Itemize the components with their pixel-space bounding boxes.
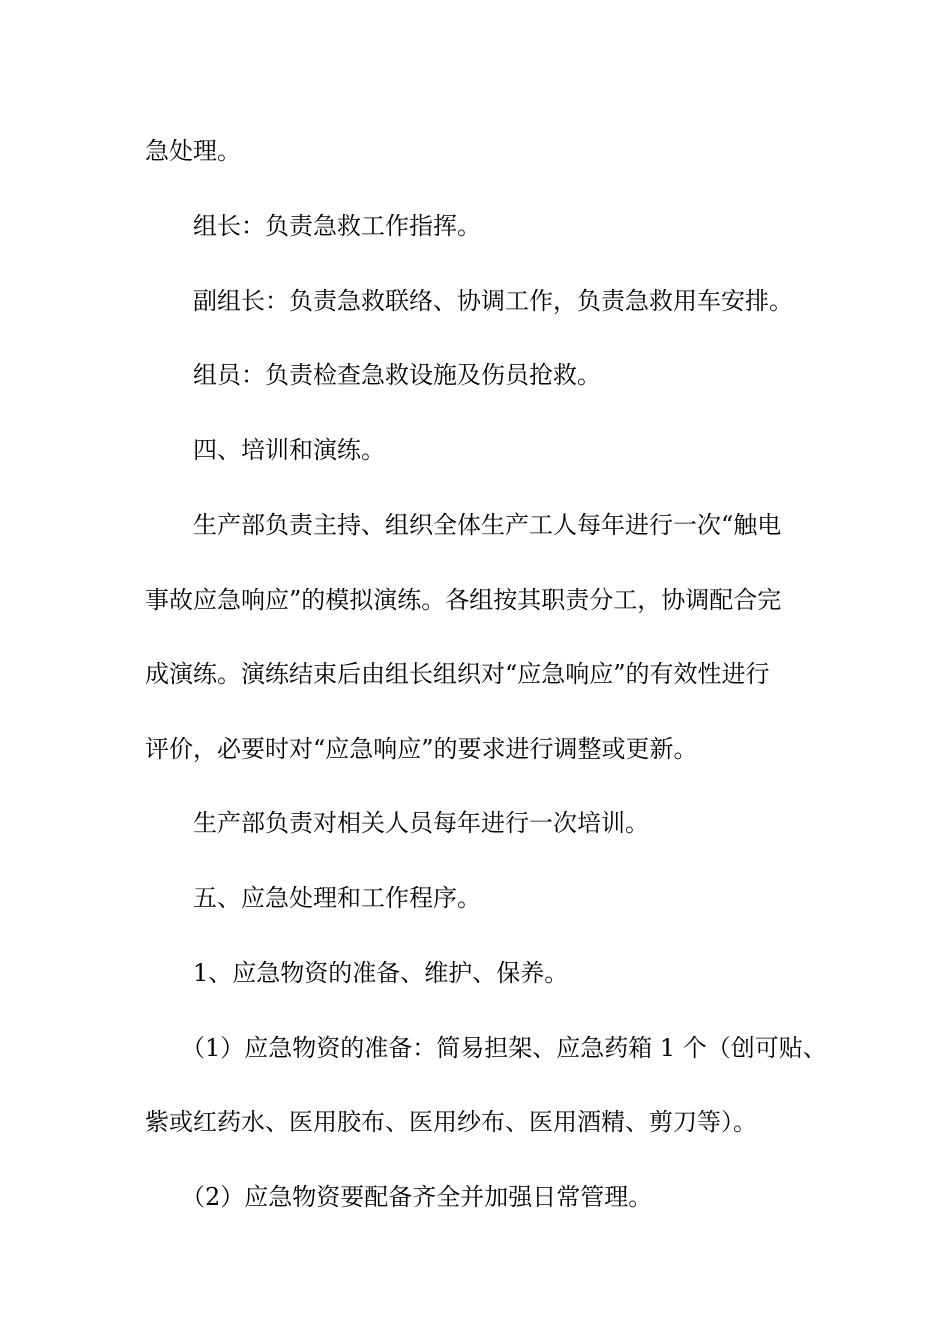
paragraph-line: 急处理。 (145, 137, 241, 165)
paragraph-line: 组长：负责急救工作指挥。 (193, 212, 481, 240)
paragraph-line: 评价，必要时对“应急响应”的要求进行调整或更新。 (145, 735, 698, 763)
section-heading: 四、培训和演练。 (193, 436, 385, 464)
paragraph-line: 事故应急响应”的模拟演练。各组按其职责分工，协调配合完 (145, 586, 782, 614)
paragraph-line: 成演练。演练结束后由组长组织对“应急响应”的有效性进行 (145, 660, 770, 688)
paragraph-line: 生产部负责对相关人员每年进行一次培训。 (193, 809, 649, 837)
paragraph-line: 组员：负责检查急救设施及伤员抢救。 (193, 361, 601, 389)
paragraph-line: 生产部负责主持、组织全体生产工人每年进行一次“触电 (193, 511, 782, 539)
paragraph-line: 副组长：负责急救联络、协调工作，负责急救用车安排。 (193, 287, 793, 315)
subsection-heading: 1、应急物资的准备、维护、保养。 (193, 959, 569, 987)
section-heading: 五、应急处理和工作程序。 (193, 884, 481, 912)
paragraph-line: 紫或红药水、医用胶布、医用纱布、医用酒精、剪刀等）。 (145, 1108, 757, 1136)
paragraph-line: （1）应急物资的准备：简易担架、应急药箱 1 个（创可贴、 (181, 1034, 827, 1062)
paragraph-line: （2）应急物资要配备齐全并加强日常管理。 (181, 1183, 653, 1211)
